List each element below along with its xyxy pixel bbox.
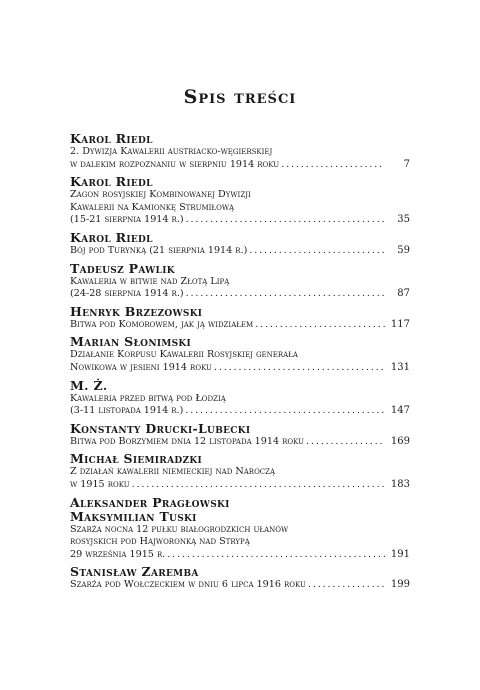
toc-entry-author: Karol Riedl (70, 131, 153, 146)
toc-entry-page-number: 59 (397, 244, 410, 256)
toc-entry-title-text: (15-21 sierpnia 1914 r.) (70, 214, 184, 226)
toc-entry (70, 565, 410, 592)
toc-entry-title-line (70, 319, 410, 332)
toc-entry (70, 262, 410, 301)
toc-entry-title-text: Bój pod Turynką (21 sierpnia 1914 r.) (70, 244, 248, 256)
toc-entry-title-line: Szarża nocna 12 pułku białogrodzkich ułanów (70, 523, 289, 535)
toc-entry-title-line (70, 362, 410, 375)
toc-list (70, 132, 410, 596)
toc-entry (70, 231, 410, 258)
toc-entry-author: Maksymilian Tuski (70, 508, 197, 524)
toc-entry-title-line (70, 288, 410, 301)
page-title: Spis treści (183, 86, 297, 108)
dot-leader (249, 245, 385, 258)
toc-entry-page-number: 35 (397, 214, 410, 226)
toc-entry-title-line: rosyjskich pod Hajworonką nad Strypą (70, 536, 250, 548)
toc-entry-title-line (70, 479, 410, 492)
toc-entry (70, 132, 410, 171)
toc-entry-title-line (70, 405, 410, 418)
toc-entry-title-text: (24-28 sierpnia 1914 r.) (70, 288, 184, 300)
toc-entry-author: M. Ż. (70, 377, 108, 393)
toc-entry-author: Henryk Brzezowski (70, 303, 203, 319)
toc-entry-title-text: Szarża pod Wołczeckiem w dniu 6 lipca 1916 roku (70, 579, 306, 591)
dot-leader (185, 405, 385, 418)
toc-entry-title-text: w 1915 roku (70, 478, 130, 490)
dot-leader (167, 549, 385, 562)
toc-entry-title-text: Nowikowa w jesieni 1914 roku (70, 361, 212, 373)
toc-entry-page-number: 183 (390, 478, 410, 490)
dot-leader (255, 319, 385, 332)
toc-entry-author: Michał Siemiradzki (70, 451, 202, 467)
dot-leader (306, 436, 385, 449)
toc-entry (70, 335, 410, 374)
toc-entry (70, 305, 410, 332)
toc-entry-title-line: 2. Dywizja Kawalerii austriacko-węgierskiej (70, 146, 273, 157)
dot-leader (186, 288, 385, 301)
toc-entry-title-line: Z działań kawalerii niemieckiej nad Naroczą (70, 466, 276, 478)
toc-entry (70, 496, 410, 562)
toc-entry-author: Tadeusz Pawlik (70, 260, 175, 276)
toc-entry-author: Konstanty Drucki-Lubecki (70, 420, 251, 436)
toc-entry-title-line (70, 579, 410, 592)
toc-entry (70, 175, 410, 227)
toc-entry-page-number: 131 (390, 361, 410, 373)
toc-entry-author: Stanisław Zaremba (70, 564, 199, 580)
dot-leader (308, 579, 385, 592)
toc-entry-title-text: 29 września 1915 r. (70, 548, 166, 560)
toc-entry-page-number: 7 (403, 158, 410, 170)
toc-entry-title-line (70, 436, 410, 449)
toc-entry-page-number: 169 (390, 435, 410, 447)
toc-entry-page-number: 147 (390, 405, 410, 417)
dot-leader (214, 362, 385, 375)
toc-entry-title-text: w dalekim rozpoznaniu w sierpniu 1914 roku (70, 158, 280, 170)
toc-entry-title-line: Kawaleria przed bitwą pod Łodzią (70, 392, 226, 404)
toc-entry-title-line: Zagon rosyjskiej Kombinowanej Dywizji (70, 189, 251, 201)
dot-leader (186, 214, 385, 227)
toc-entry-title-line: Działanie Korpusu Kawalerii Rosyjskiej generała (70, 349, 298, 361)
toc-entry-title-line (70, 159, 410, 172)
toc-entry-author: Marian Słonimski (70, 334, 192, 350)
dot-leader (132, 479, 385, 492)
toc-entry-page-number: 191 (390, 548, 410, 560)
toc-entry-author: Karol Riedl (70, 229, 153, 245)
toc-entry-title-text: Bitwa pod Komorowem, jak ją widziałem (70, 318, 254, 330)
toc-entry (70, 422, 410, 449)
toc-entry-author: Aleksander Pragłowski (70, 494, 230, 510)
toc-entry-author: Karol Riedl (70, 174, 153, 190)
toc-entry-title-line: Kawaleria w bitwie nad Złotą Lipą (70, 275, 230, 287)
toc-entry-title-text: (3-11 listopada 1914 r.) (70, 405, 184, 417)
toc-entry-title-line (70, 245, 410, 258)
toc-entry (70, 452, 410, 491)
dot-leader (281, 159, 385, 172)
toc-entry-title-line (70, 549, 410, 562)
toc-entry-title-text: Bitwa pod Borzymiem dnia 12 listopada 1914 roku (70, 435, 305, 447)
toc-entry (70, 379, 410, 418)
toc-entry-title-line: Kawalerii na Kamionkę Strumiłową (70, 201, 235, 213)
toc-entry-title-line (70, 214, 410, 227)
toc-entry-page-number: 87 (397, 288, 410, 300)
toc-entry-page-number: 117 (390, 318, 410, 330)
toc-entry-page-number: 199 (390, 579, 410, 591)
